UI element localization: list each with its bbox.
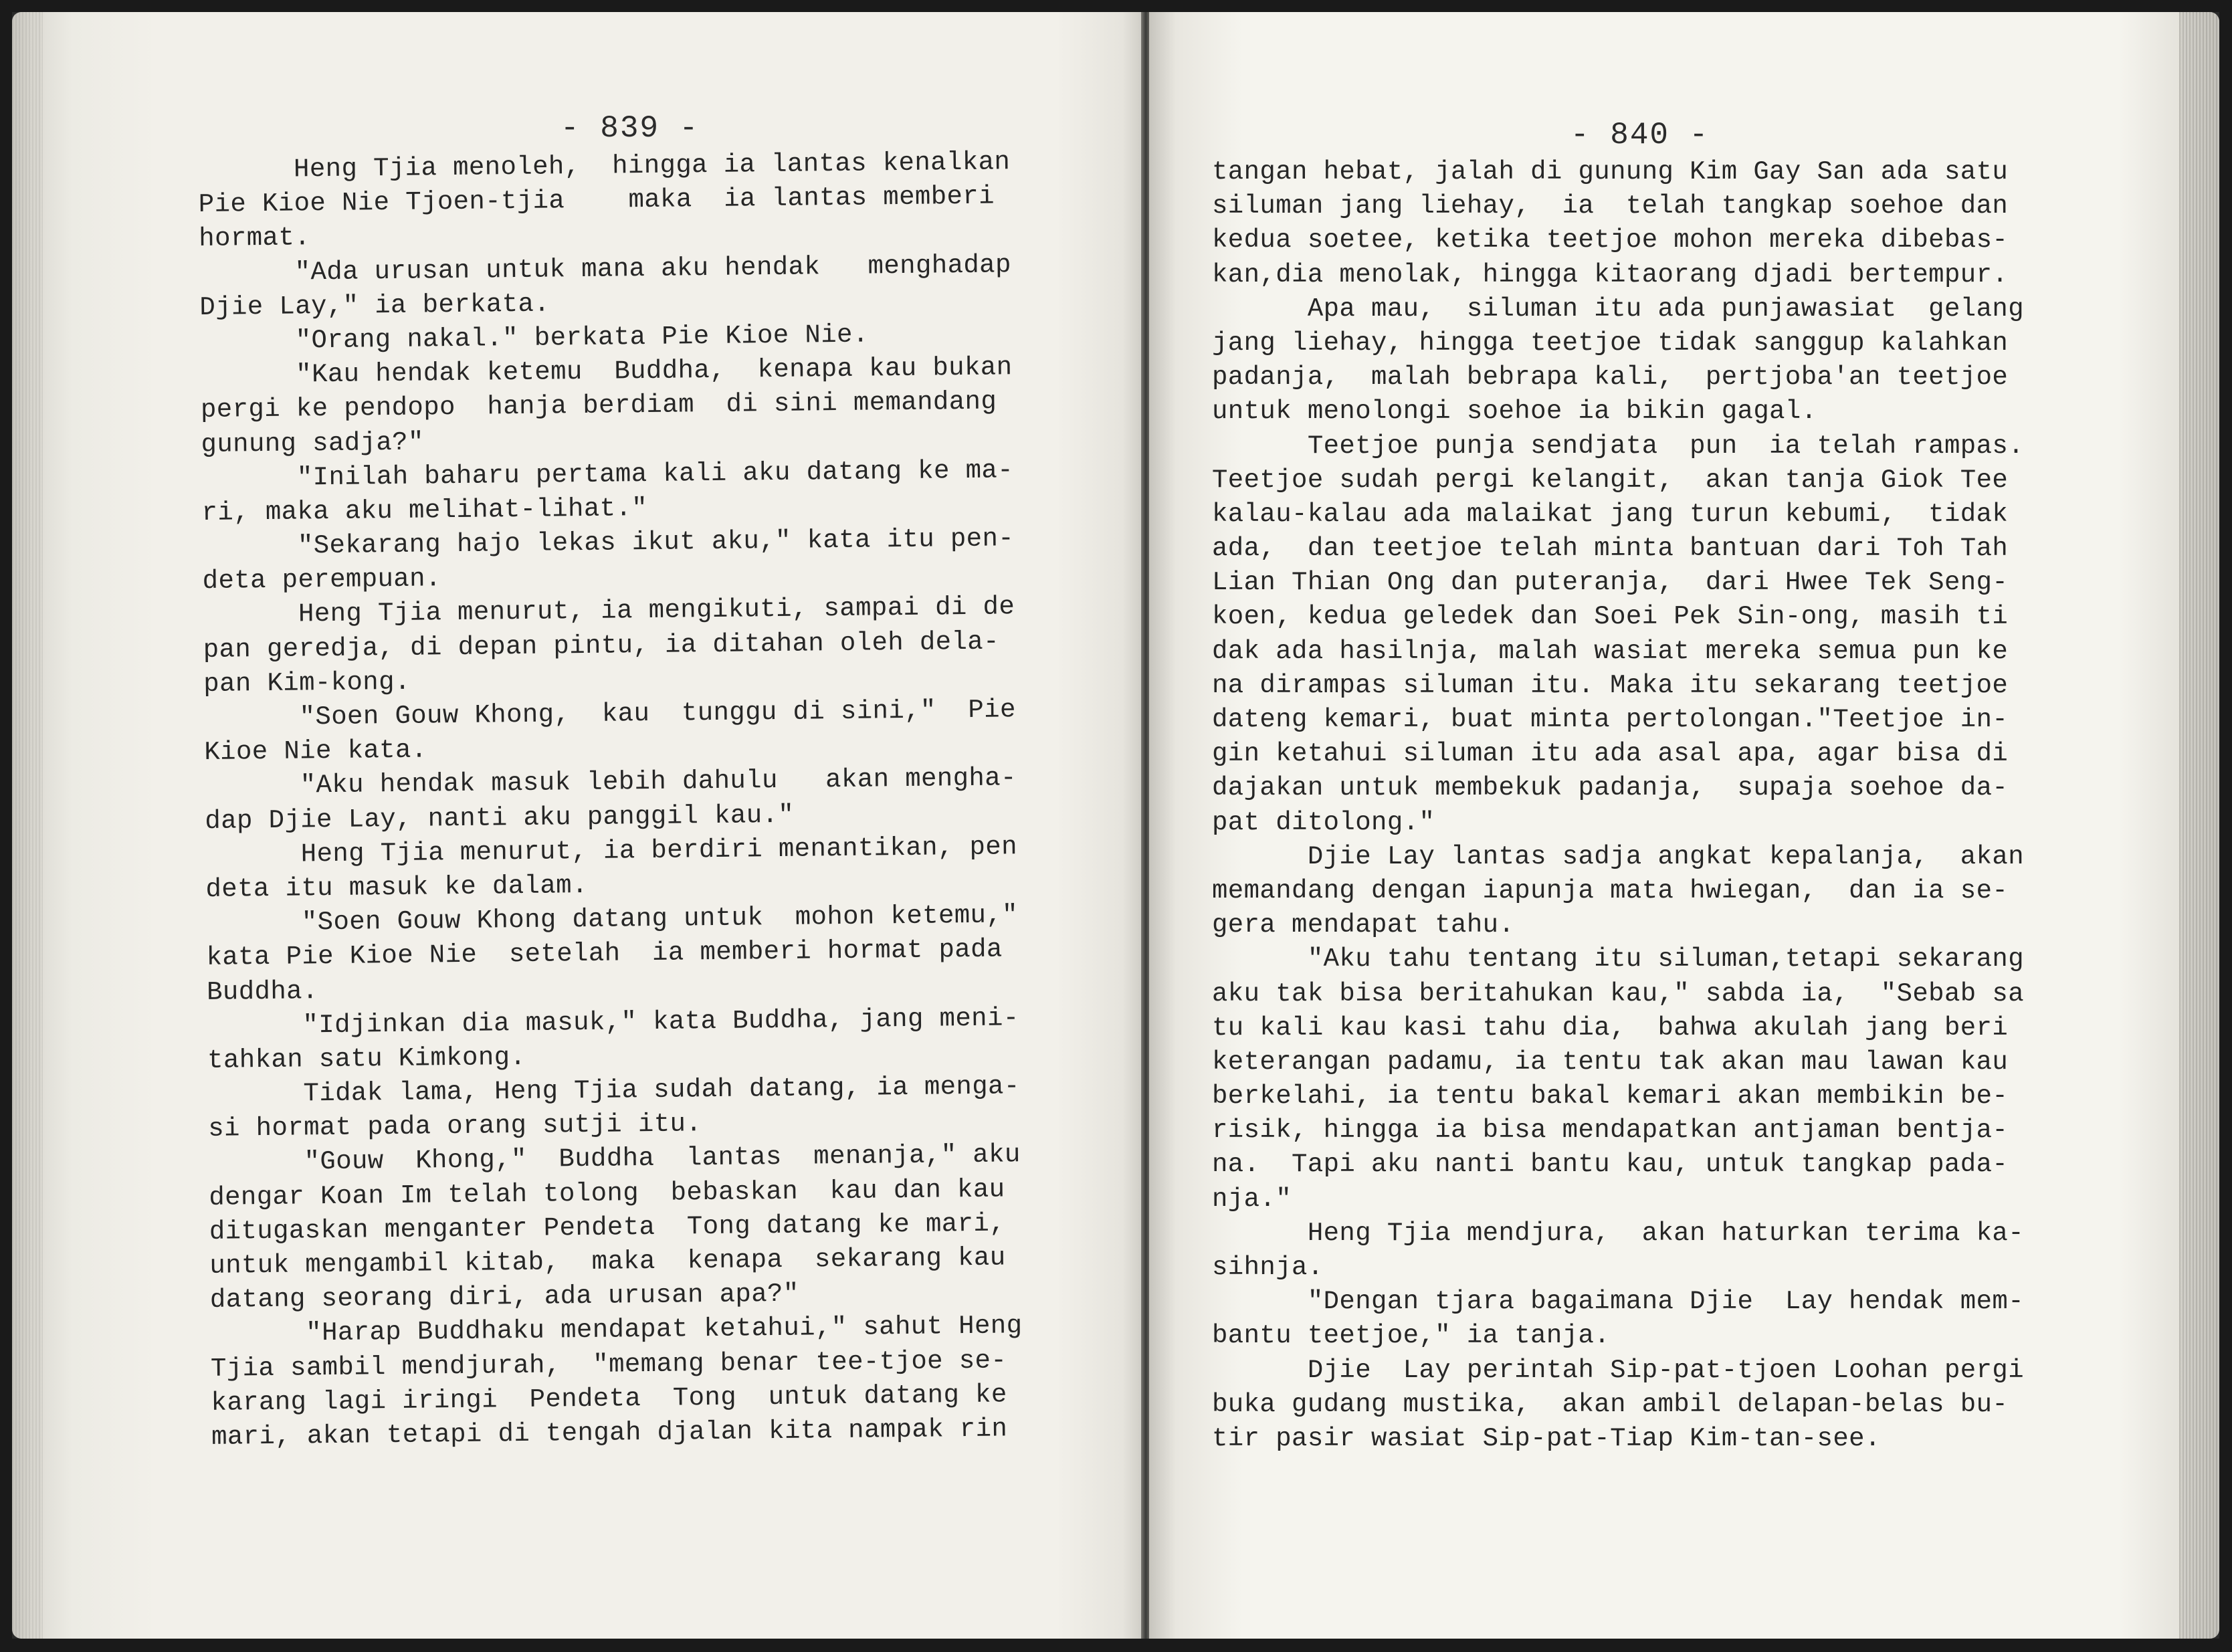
text-line: pergi ke pendopo hanja berdiam di sini memandang	[200, 387, 997, 425]
text-line: gin ketahui siluman itu ada asal apa, agar bisa di	[1212, 739, 2009, 769]
text-line: pan Kim-kong.	[203, 667, 411, 699]
text-line: na dirampas siluman itu. Maka itu sekarang teetjoe	[1212, 670, 2009, 700]
text-line: risik, hingga ia bisa mendapatkan antjaman bentja-	[1212, 1116, 2009, 1146]
text-line: Djie Lay lantas sadja angkat kepalanja, akan	[1212, 841, 2024, 871]
text-line: dateng kemari, buat minta pertolongan."Teetjoe in-	[1212, 705, 2009, 734]
text-line: "Aku hendak masuk lebih dahulu akan mengha-	[204, 763, 1017, 802]
text-line: keterangan padamu, ia tentu tak akan mau lawan kau	[1212, 1047, 2009, 1077]
text-line: Teetjoe sudah pergi kelangit, akan tanja Giok Tee	[1212, 465, 2009, 495]
text-line: untuk menolongi soehoe ia bikin gagal.	[1212, 397, 1817, 427]
text-line: "Soen Gouw Khong, kau tunggu di sini," Pie	[203, 695, 1017, 733]
text-line: pat ditolong."	[1212, 807, 1435, 837]
open-book	[12, 12, 2219, 1639]
text-line: Djie Lay perintah Sip-pat-tjoen Loohan pergi	[1212, 1355, 2024, 1385]
text-line: tu kali kau kasi tahu dia, bahwa akulah jang beri	[1212, 1013, 2009, 1043]
text-line: "Dengan tjara bagaimana Djie Lay hendak mem-	[1212, 1287, 2024, 1317]
text-line: kedua soetee, ketika teetjoe mohon mereka dibebas-	[1212, 225, 2009, 255]
text-line: datang seorang diri, ada urusan apa?"	[209, 1279, 799, 1316]
text-line: untuk mengambil kitab, maka kenapa sekarang kau	[209, 1243, 1006, 1281]
text-line: deta itu masuk ke dalam.	[205, 870, 589, 904]
text-line: sihnja.	[1212, 1253, 1324, 1282]
text-line: ri, maka aku melihat-lihat."	[201, 493, 648, 528]
text-line: dengar Koan Im telah tolong bebaskan kau dan kau	[209, 1174, 1005, 1213]
text-line: Teetjoe punja sendjata pun ia telah rampas.	[1212, 431, 2024, 461]
text-line: "Orang nakal." berkata Pie Kioe Nie.	[199, 320, 869, 356]
left-page-text	[198, 145, 1023, 1455]
text-line: dak ada hasilnja, malah wasiat mereka semua pun ke	[1212, 636, 2009, 666]
text-line: aku tak bisa beritahukan kau," sabda ia, "Sebab sa	[1212, 978, 2024, 1009]
text-line: mari, akan tetapi di tengah djalan kita nampak rin	[211, 1414, 1008, 1452]
text-line: Buddha.	[206, 976, 318, 1007]
text-line: padanja, malah bebrapa kali, pertjoba'an teetjoe	[1212, 363, 2009, 393]
left-page	[12, 12, 1142, 1639]
text-line: Heng Tjia menurut, ia mengikuti, sampai di de	[202, 592, 1015, 631]
text-line: karang lagi iringi Pendeta Tong untuk datang ke	[211, 1380, 1007, 1418]
text-line: "Inilah baharu pertama kali aku datang ke ma-	[201, 455, 1014, 494]
text-line: gera mendapat tahu.	[1212, 910, 1515, 940]
text-line: hormat.	[199, 223, 311, 254]
text-line: "Sekarang hajo lekas ikut aku," kata itu pen-	[201, 524, 1015, 562]
text-line: ditugaskan menganter Pendeta Tong datang ke mari,	[209, 1209, 1006, 1247]
page-edges-left	[12, 12, 43, 1639]
text-line: dajakan untuk membekuk padanja, supaja soehoe da-	[1212, 773, 2009, 803]
page-number-left: - 839 -	[561, 111, 700, 146]
text-line: Heng Tjia menurut, ia berdiri menantikan, pen	[205, 831, 1018, 870]
text-line: tir pasir wasiat Sip-pat-Tiap Kim-tan-see.	[1212, 1423, 1881, 1453]
text-line: Tidak lama, Heng Tjia sudah datang, ia menga-	[207, 1071, 1020, 1110]
text-line: kalau-kalau ada malaikat jang turun kebumi, tidak	[1212, 499, 2009, 529]
text-line: gunung sadja?"	[201, 427, 425, 459]
text-line: nja."	[1212, 1184, 1292, 1214]
text-line: tangan hebat, jalah di gunung Kim Gay San ada satu	[1212, 157, 2009, 187]
text-line: Kioe Nie kata.	[204, 735, 427, 768]
text-line: ada, dan teetjoe telah minta bantuan dari Toh Tah	[1212, 534, 2009, 564]
text-line: si hormat pada orang sutji itu.	[208, 1109, 702, 1144]
text-line: memandang dengan iapunja mata hwiegan, dan ia se-	[1212, 875, 2009, 906]
text-line: "Aku tahu tentang itu siluman,tetapi sekarang	[1212, 944, 2024, 974]
text-line: "Harap Buddhaku mendapat ketahui," sahut Heng	[210, 1311, 1023, 1350]
text-line: Pie Kioe Nie Tjoen-tjia maka ia lantas memberi	[198, 181, 995, 220]
text-line: Heng Tjia menoleh, hingga ia lantas kenalkan	[198, 147, 1011, 185]
text-line: bantu teetjoe," ia tanja.	[1212, 1321, 1611, 1351]
page-edges-right	[2179, 12, 2219, 1639]
text-line: "Ada urusan untuk mana aku hendak menghadap	[199, 249, 1012, 288]
text-line: siluman jang liehay, ia telah tangkap soehoe dan	[1212, 191, 2009, 221]
text-line: Djie Lay," ia berkata.	[199, 289, 550, 322]
text-line: "Gouw Khong," Buddha lantas menanja," aku	[208, 1140, 1021, 1178]
text-line: kata Pie Kioe Nie setelah ia memberi hormat pada	[206, 934, 1003, 973]
text-line: deta perempuan.	[202, 564, 441, 597]
text-line: Lian Thian Ong dan puteranja, dari Hwee Tek Seng-	[1212, 568, 2009, 598]
text-line: na. Tapi aku nanti bantu kau, untuk tangkap pada-	[1212, 1150, 2009, 1180]
text-line: kan,dia menolak, hingga kitaorang djadi bertempur.	[1212, 260, 2009, 290]
text-line: Heng Tjia mendjura, akan haturkan terima ka-	[1212, 1218, 2024, 1248]
text-line: berkelahi, ia tentu bakal kemari akan membikin be-	[1212, 1081, 2009, 1112]
text-line: dap Djie Lay, nanti aku panggil kau."	[205, 800, 795, 836]
text-line: Apa mau, siluman itu ada punjawasiat gelang	[1212, 294, 2024, 324]
text-line: jang liehay, hingga teetjoe tidak sanggup kalahkan	[1212, 328, 2009, 358]
text-line: buka gudang mustika, akan ambil delapan-belas bu-	[1212, 1389, 2009, 1419]
text-line: "Idjinkan dia masuk," kata Buddha, jang meni-	[207, 1003, 1019, 1041]
text-line: pan geredja, di depan pintu, ia ditahan oleh dela-	[203, 627, 1000, 665]
text-line: "Kau hendak ketemu Buddha, kenapa kau bukan	[200, 352, 1013, 391]
right-page-text	[1212, 155, 2024, 1456]
page-number-right: - 840 -	[1570, 118, 1710, 152]
right-page	[1149, 12, 2219, 1639]
text-line: koen, kedua geledek dan Soei Pek Sin-ong, masih ti	[1212, 602, 2009, 632]
text-line: tahkan satu Kimkong.	[207, 1042, 526, 1075]
text-line: "Soen Gouw Khong datang untuk mohon ketemu,"	[205, 900, 1019, 939]
text-line: Tjia sambil mendjurah, "memang benar tee-tjoe se-	[210, 1346, 1007, 1384]
